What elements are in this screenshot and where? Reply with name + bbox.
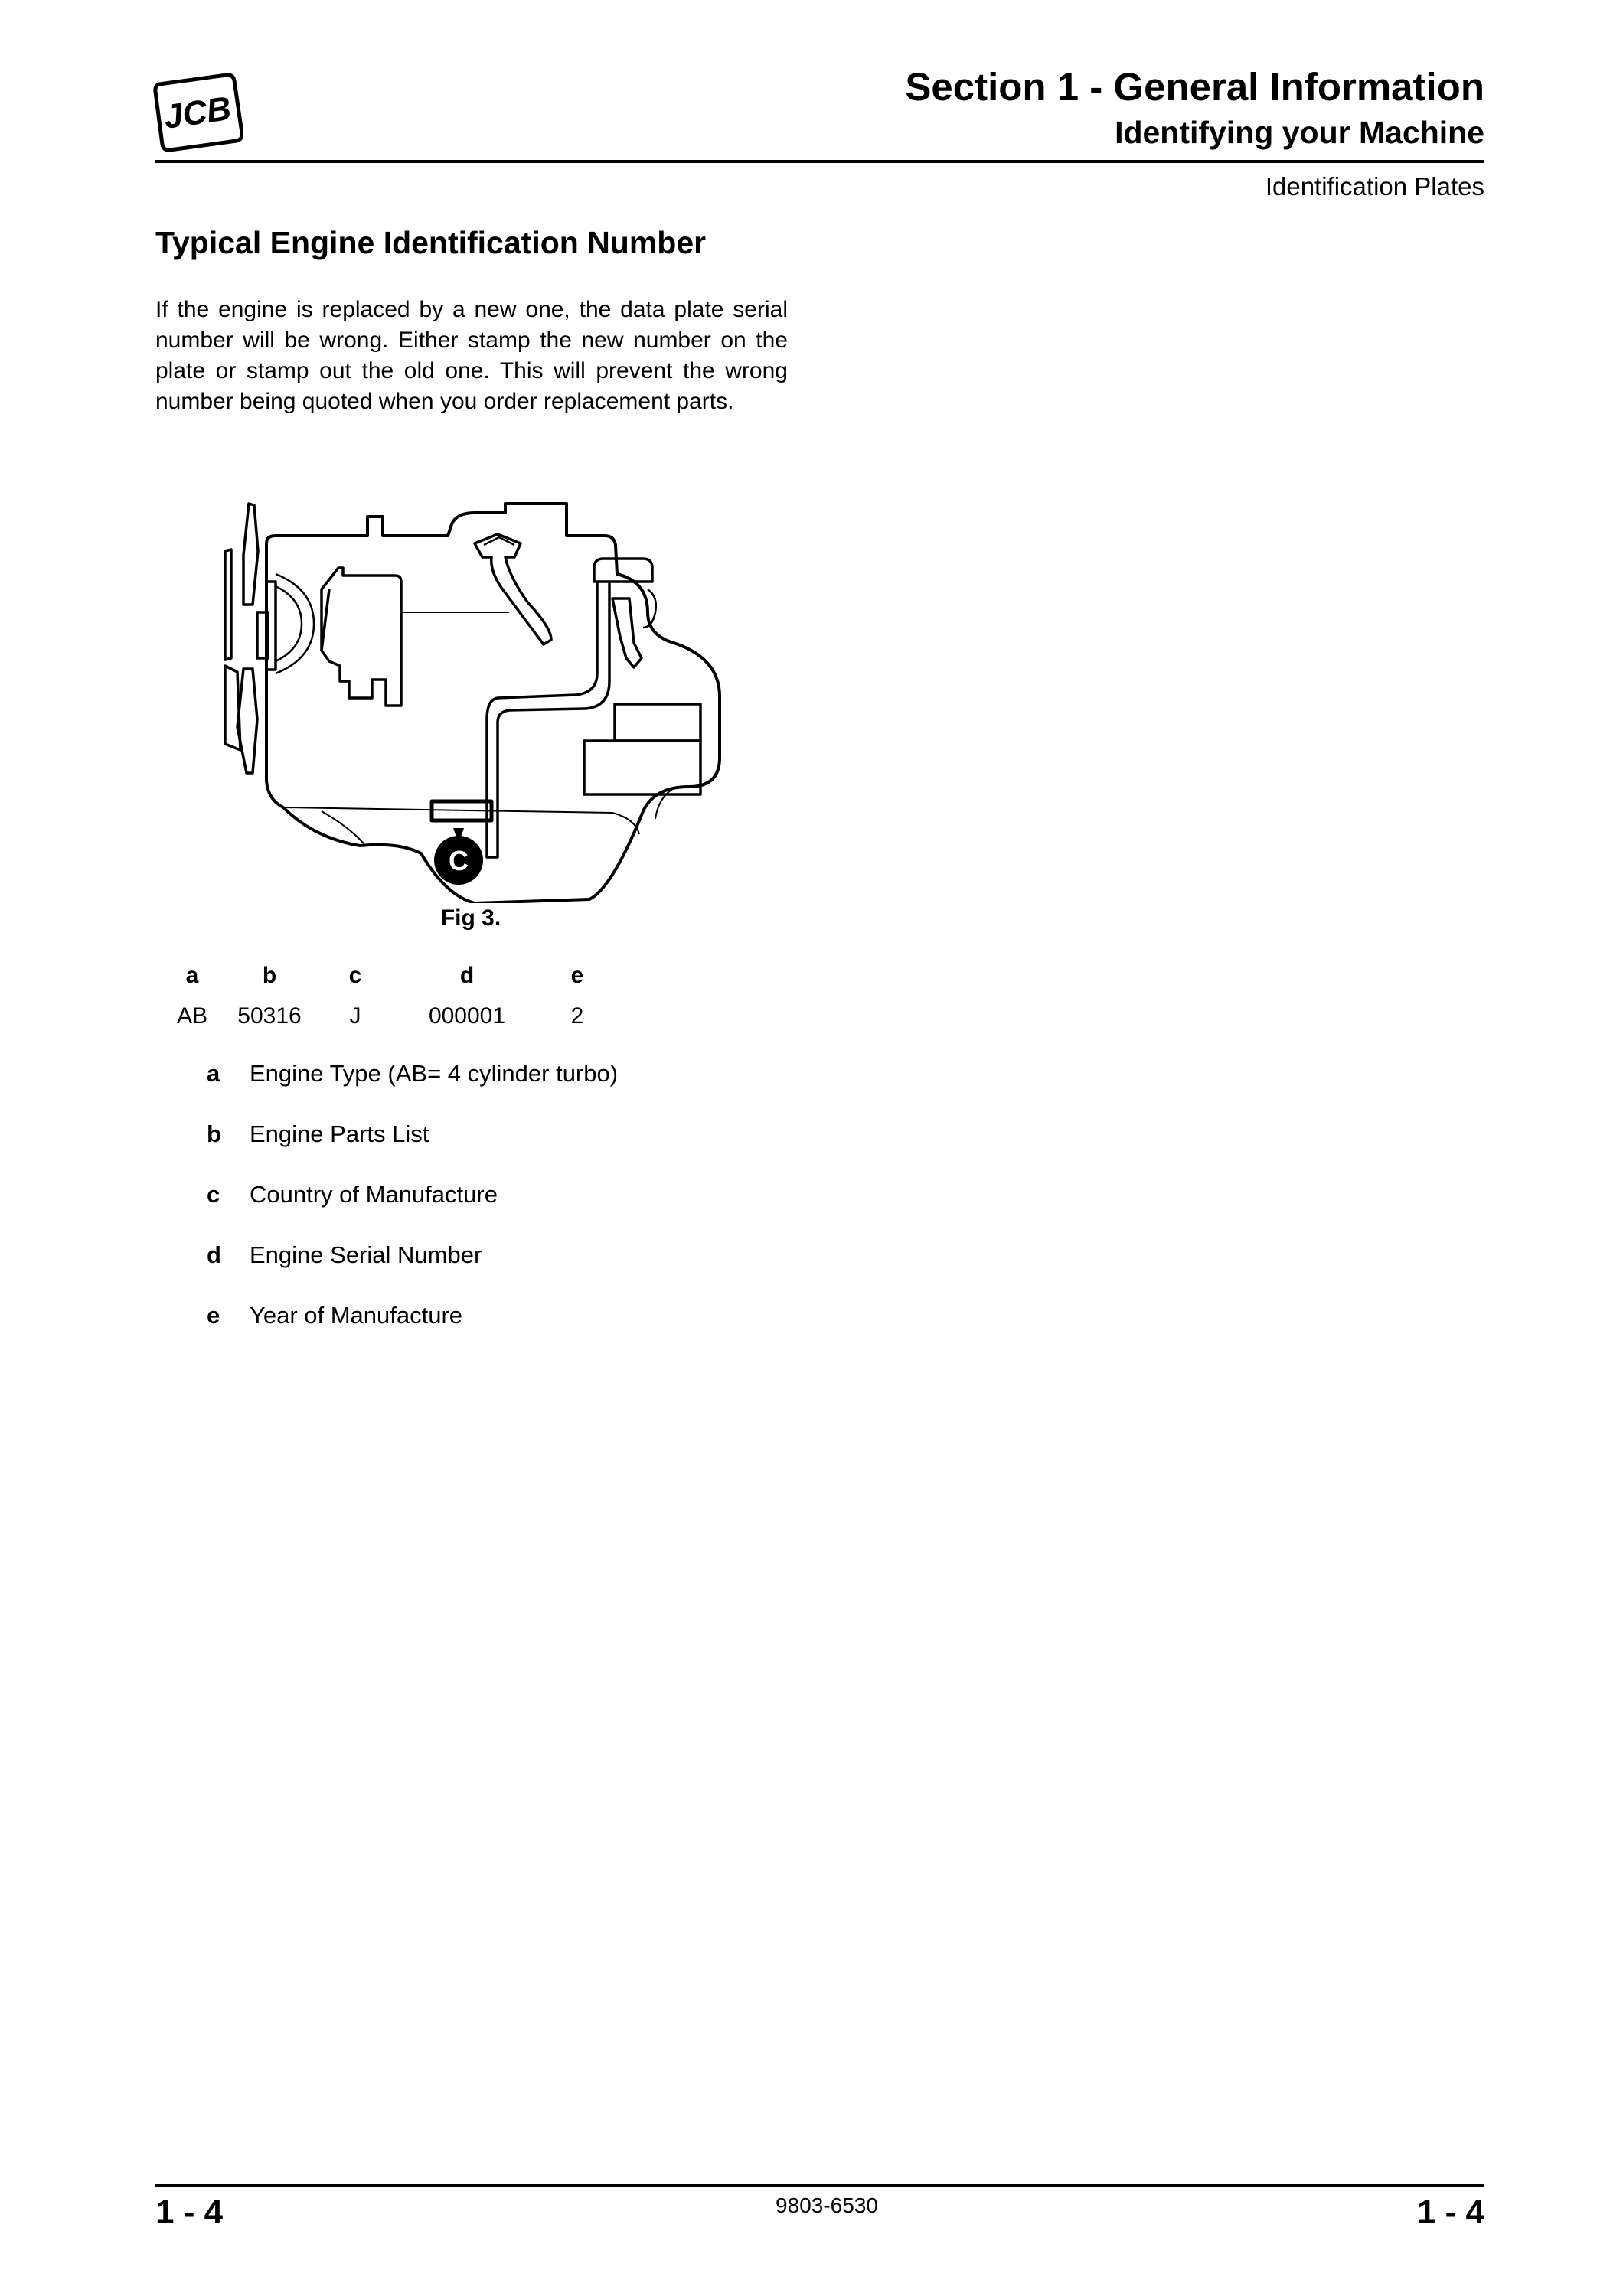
legend-text: Engine Type (AB= 4 cylinder turbo): [250, 1060, 619, 1087]
section-subtitle: Identifying your Machine: [1115, 115, 1484, 150]
code-value: 50316: [237, 1003, 302, 1029]
document-number: 9803-6530: [776, 2193, 878, 2217]
code-header: c: [348, 962, 362, 988]
legend-key: a: [207, 1060, 220, 1087]
figure-caption: Fig 3.: [440, 905, 501, 931]
dipstick: [612, 598, 642, 667]
legend-key: d: [207, 1241, 221, 1268]
legend-item: [207, 1120, 618, 1181]
legend-item: [207, 1060, 618, 1120]
legend-item: [207, 1302, 618, 1362]
legend-item: [207, 1181, 618, 1241]
code-header: d: [459, 962, 475, 988]
legend-text: Engine Parts List: [250, 1120, 429, 1147]
engine-code-table: [157, 955, 619, 1036]
legend-text: Country of Manufacture: [250, 1181, 498, 1208]
inlet-pipe: [475, 534, 551, 644]
page-number-right: 1 - 4: [1416, 2193, 1484, 2231]
oil-filter: [615, 704, 700, 741]
code-header: b: [262, 962, 277, 988]
page-heading: Typical Engine Identification Number: [155, 225, 707, 260]
legend-key: e: [207, 1302, 220, 1329]
dipstick-tube: [487, 582, 609, 857]
svg-text:JCB: JCB: [161, 90, 233, 136]
front-cover: [322, 568, 401, 706]
code-value: 000001: [428, 1003, 506, 1029]
page-number-left: 1 - 4: [155, 2193, 224, 2231]
legend-text: Engine Serial Number: [250, 1241, 482, 1268]
code-header: a: [185, 962, 199, 988]
intro-paragraph: If the engine is replaced by a new one, the data plate serial number will be wrong. Either stamp the new number on the plate or stamp out the old one. This will prevent the wrong number being quoted when you order replacement parts.: [155, 297, 788, 414]
filler-housing: [594, 559, 652, 582]
code-value: AB: [176, 1003, 208, 1029]
fan-blade-upper: [243, 504, 258, 605]
legend-item: [207, 1241, 618, 1302]
engine-diagram: [214, 497, 735, 903]
footer-rule: [155, 2184, 1484, 2187]
topic-label: Identification Plates: [1265, 172, 1484, 201]
code-table-header-row: [157, 955, 619, 996]
code-table-value-row: [157, 996, 619, 1036]
jcb-logo: [153, 73, 243, 153]
code-legend: [207, 1060, 618, 1362]
code-header: e: [570, 962, 584, 988]
code-value: J: [349, 1003, 361, 1029]
legend-key: b: [207, 1120, 221, 1147]
header-rule: [155, 160, 1484, 163]
legend-text: Year of Manufacture: [250, 1302, 463, 1329]
fan-blade-left: [225, 550, 231, 660]
callout-label: C: [449, 845, 469, 876]
code-value: 2: [570, 1003, 584, 1029]
section-title: Section 1 - General Information: [905, 65, 1484, 109]
legend-key: c: [207, 1181, 220, 1208]
